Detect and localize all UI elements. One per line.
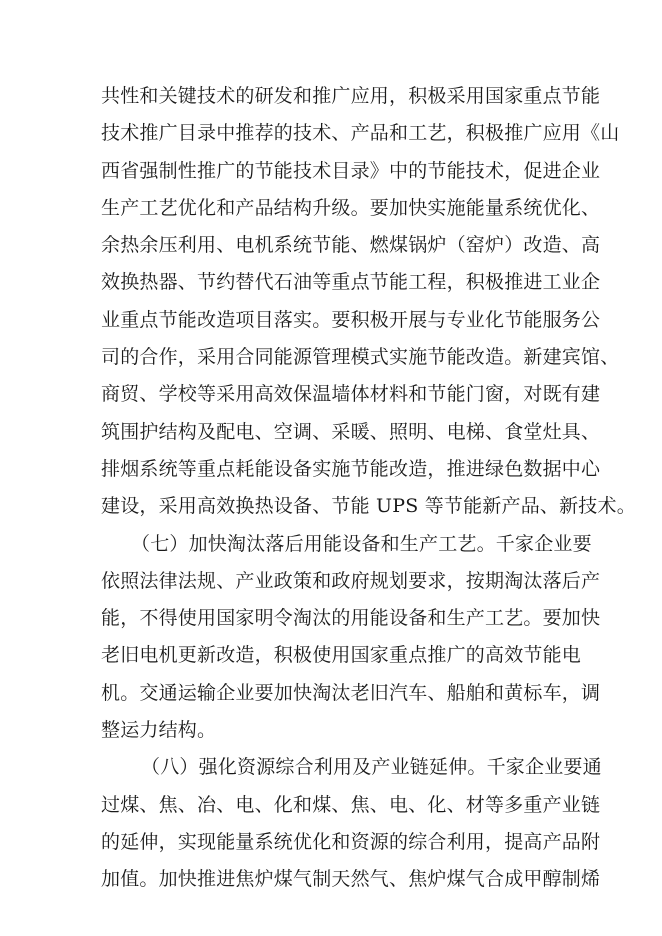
- text-line: 机。交通运输企业要加快淘汰老旧汽车、船舶和黄标车，调: [101, 681, 601, 704]
- section-8-paragraph: [101, 749, 602, 898]
- text-line: 老旧电机更新改造，积极使用国家重点推广的高效节能电: [101, 644, 582, 667]
- text-line: 排烟系统等重点耗能设备实施节能改造，推进绿色数据中心: [101, 457, 601, 480]
- text-line: 整运力结构。: [101, 719, 217, 742]
- text-line: 能，不得使用国家明令淘汰的用能设备和生产工艺。要加快: [101, 607, 601, 630]
- text-line: 商贸、学校等采用高效保温墙体材料和节能门窗，对既有建: [101, 383, 601, 406]
- text-line: 效换热器、节约替代石油等重点节能工程，积极推进工业企: [101, 271, 601, 294]
- section-7-heading-line: （七）加快淘汰落后用能设备和生产工艺。千家企业要: [131, 532, 592, 555]
- paragraph-continued: [101, 78, 636, 526]
- text-line: 依照法律法规、产业政策和政府规划要求，按期淘汰落后产: [101, 569, 601, 592]
- section-7-paragraph: [101, 526, 601, 750]
- text-line: 过煤、焦、冶、电、化和煤、焦、电、化、材等多重产业链: [101, 793, 601, 816]
- text-line: 加值。加快推进焦炉煤气制天然气、焦炉煤气合成甲醇制烯: [101, 868, 601, 891]
- section-8-heading-line: （八）强化资源综合利用及产业链延伸。千家企业要通: [141, 756, 602, 779]
- document-body: [101, 78, 636, 899]
- text-line: 技术推广目录中推荐的技术、产品和工艺，积极推广应用《山: [101, 122, 620, 145]
- text-line: 共性和关键技术的研发和推广应用，积极采用国家重点节能: [101, 85, 601, 107]
- text-line: 西省强制性推广的节能技术目录》中的节能技术，促进企业: [101, 159, 601, 182]
- text-line: 的延伸，实现能量系统优化和资源的综合利用，提高产品附: [101, 830, 601, 853]
- text-line: 筑围护结构及配电、空调、采暖、照明、电梯、食堂灶具、: [101, 420, 601, 443]
- text-line: 生产工艺优化和产品结构升级。要加快实施能量系统优化、: [101, 196, 601, 219]
- text-line: 司的合作，采用合同能源管理模式实施节能改造。新建宾馆、: [101, 346, 620, 369]
- text-line: 业重点节能改造项目落实。要积极开展与专业化节能服务公: [101, 308, 601, 331]
- text-line: 余热余压利用、电机系统节能、燃煤锅炉（窑炉）改造、高: [101, 234, 601, 257]
- text-line: 建设，采用高效换热设备、节能 UPS 等节能新产品、新技术。: [101, 495, 636, 518]
